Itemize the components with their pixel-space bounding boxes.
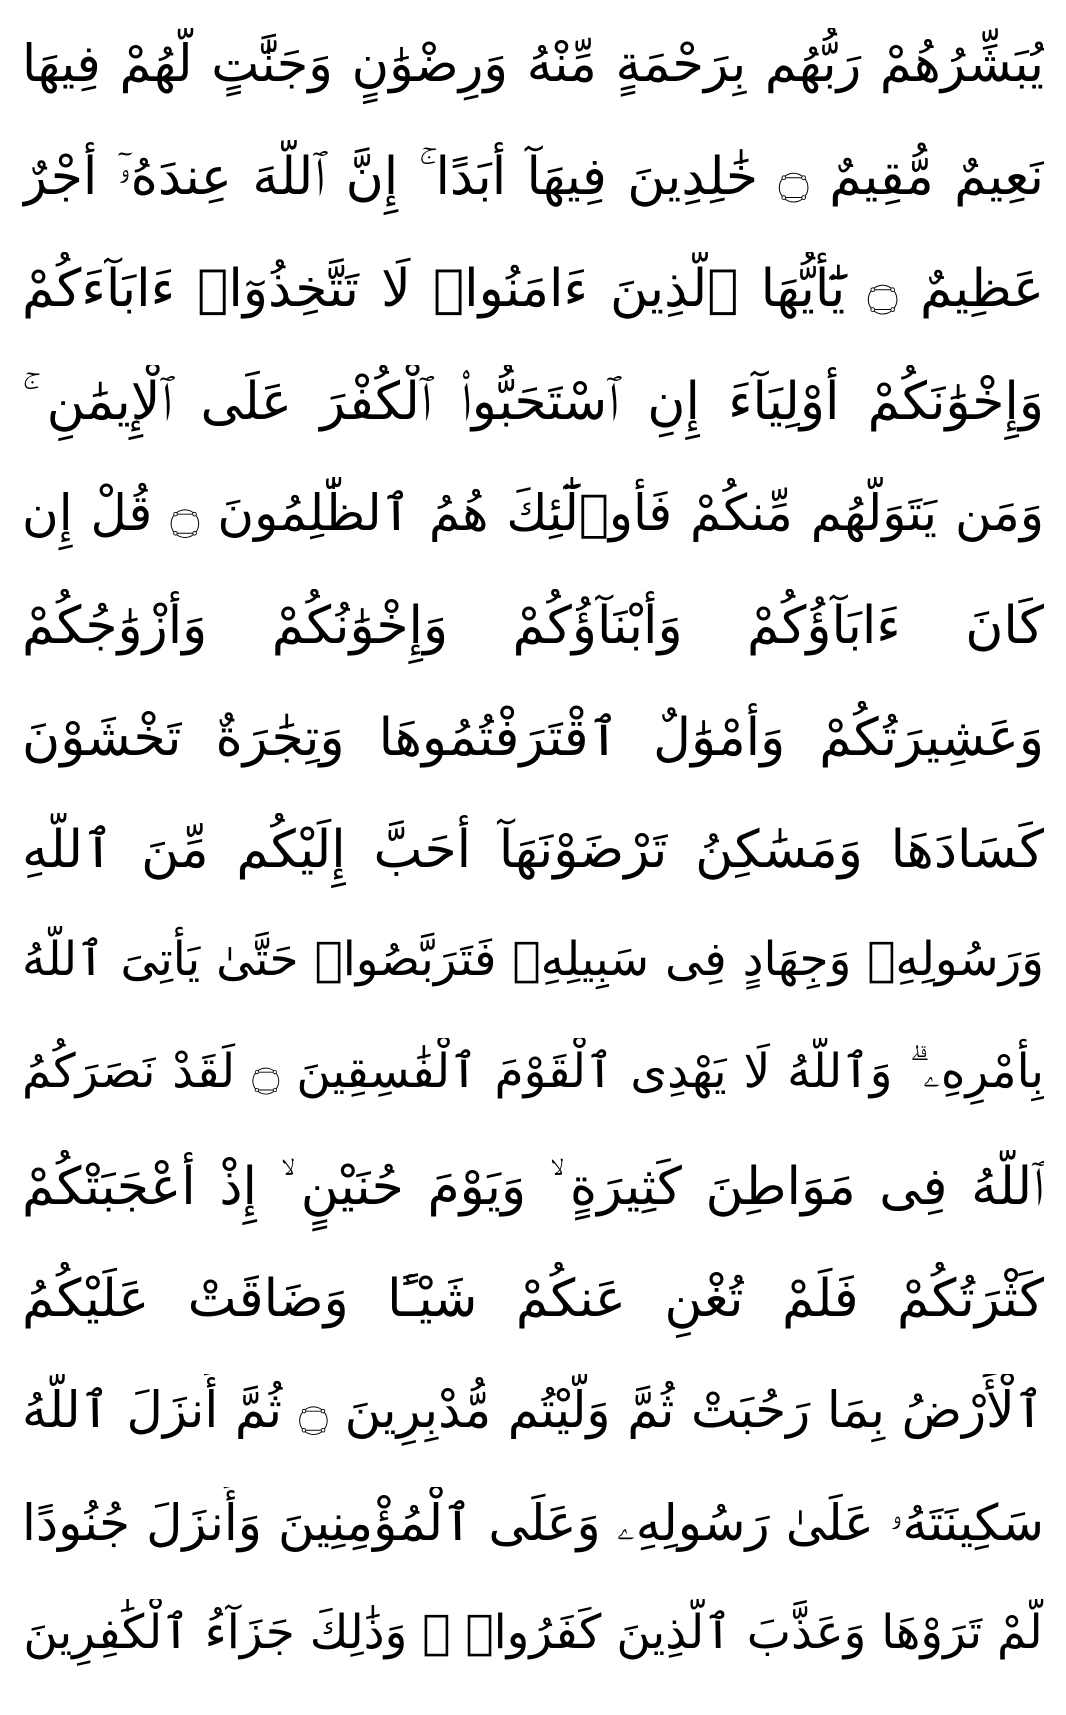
text-line-14: سَكِينَتَهُۥ عَلَىٰ رَسُولِهِۦ وَعَلَى ٱلْمُؤْمِنِينَ وَأَنزَلَ جُنُودًا (22, 1493, 1044, 1552)
text-line-10: بِأَمْرِهِۦ ۗ وَٱللَّهُ لَا يَهْدِى ٱلْقَوْمَ ٱلْفَٰسِقِينَ ۝ لَقَدْ نَصَرَكُمُ (22, 1043, 1044, 1099)
text-line-3: عَظِيمٌ ۝ يَٰٓأَيُّهَا ٱلَّذِينَ ءَامَنُوا۟ لَا تَتَّخِذُوٓا۟ ءَابَآءَكُمْ (22, 259, 1044, 320)
text-line-7: وَعَشِيرَتُكُمْ وَأَمْوَٰلٌ ٱقْتَرَفْتُمُوهَا وَتِجَٰرَةٌ تَخْشَوْنَ (22, 708, 1044, 769)
text-line-5: وَمَن يَتَوَلَّهُم مِّنكُمْ فَأُو۟لَٰٓئِكَ هُمُ ٱلظَّٰلِمُونَ ۝ قُلْ إِن (22, 483, 1044, 542)
text-line-1: يُبَشِّرُهُمْ رَبُّهُم بِرَحْمَةٍ مِّنْهُ وَرِضْوَٰنٍ وَجَنَّٰتٍ لَّهُمْ فِيهَا (22, 35, 1044, 94)
text-block (22, 28, 1044, 1695)
text-line-12: كَثْرَتُكُمْ فَلَمْ تُغْنِ عَنكُمْ شَيْـًٔا وَضَاقَتْ عَلَيْكُمُ (22, 1269, 1044, 1330)
text-line-11: ٱللَّهُ فِى مَوَاطِنَ كَثِيرَةٍ ۙ وَيَوْمَ حُنَيْنٍ ۙ إِذْ أَعْجَبَتْكُمْ (22, 1157, 1044, 1218)
text-line-9: وَرَسُولِهِۦ وَجِهَادٍ فِى سَبِيلِهِۦ فَتَرَبَّصُوا۟ حَتَّىٰ يَأْتِىَ ٱللَّهُ (22, 931, 1044, 987)
text-line-4: وَإِخْوَٰنَكُمْ أَوْلِيَآءَ إِنِ ٱسْتَحَبُّوا۟ ٱلْكُفْرَ عَلَى ٱلْإِيمَٰنِ ۚ (22, 371, 1044, 432)
text-line-15: لَّمْ تَرَوْهَا وَعَذَّبَ ٱلَّذِينَ كَفَرُوا۟ ۚ وَذَٰلِكَ جَزَآءُ ٱلْكَٰفِرِينَ (23, 1604, 1043, 1660)
text-line-8: كَسَادَهَا وَمَسَٰكِنُ تَرْضَوْنَهَآ أَحَبَّ إِلَيْكُم مِّنَ ٱللَّهِ (22, 820, 1044, 881)
text-line-2: نَعِيمٌ مُّقِيمٌ ۝ خَٰلِدِينَ فِيهَآ أَبَدًا ۚ إِنَّ ٱللَّهَ عِندَهُۥٓ أَجْرٌ (22, 147, 1044, 208)
text-line-6: كَانَ ءَابَآؤُكُمْ وَأَبْنَآؤُكُمْ وَإِخْوَٰنُكُمْ وَأَزْوَٰجُكُمْ (22, 596, 1044, 657)
text-line-13: ٱلْأَرْضُ بِمَا رَحُبَتْ ثُمَّ وَلَّيْتُم مُّدْبِرِينَ ۝ ثُمَّ أَنزَلَ ٱللَّهُ (22, 1381, 1044, 1440)
